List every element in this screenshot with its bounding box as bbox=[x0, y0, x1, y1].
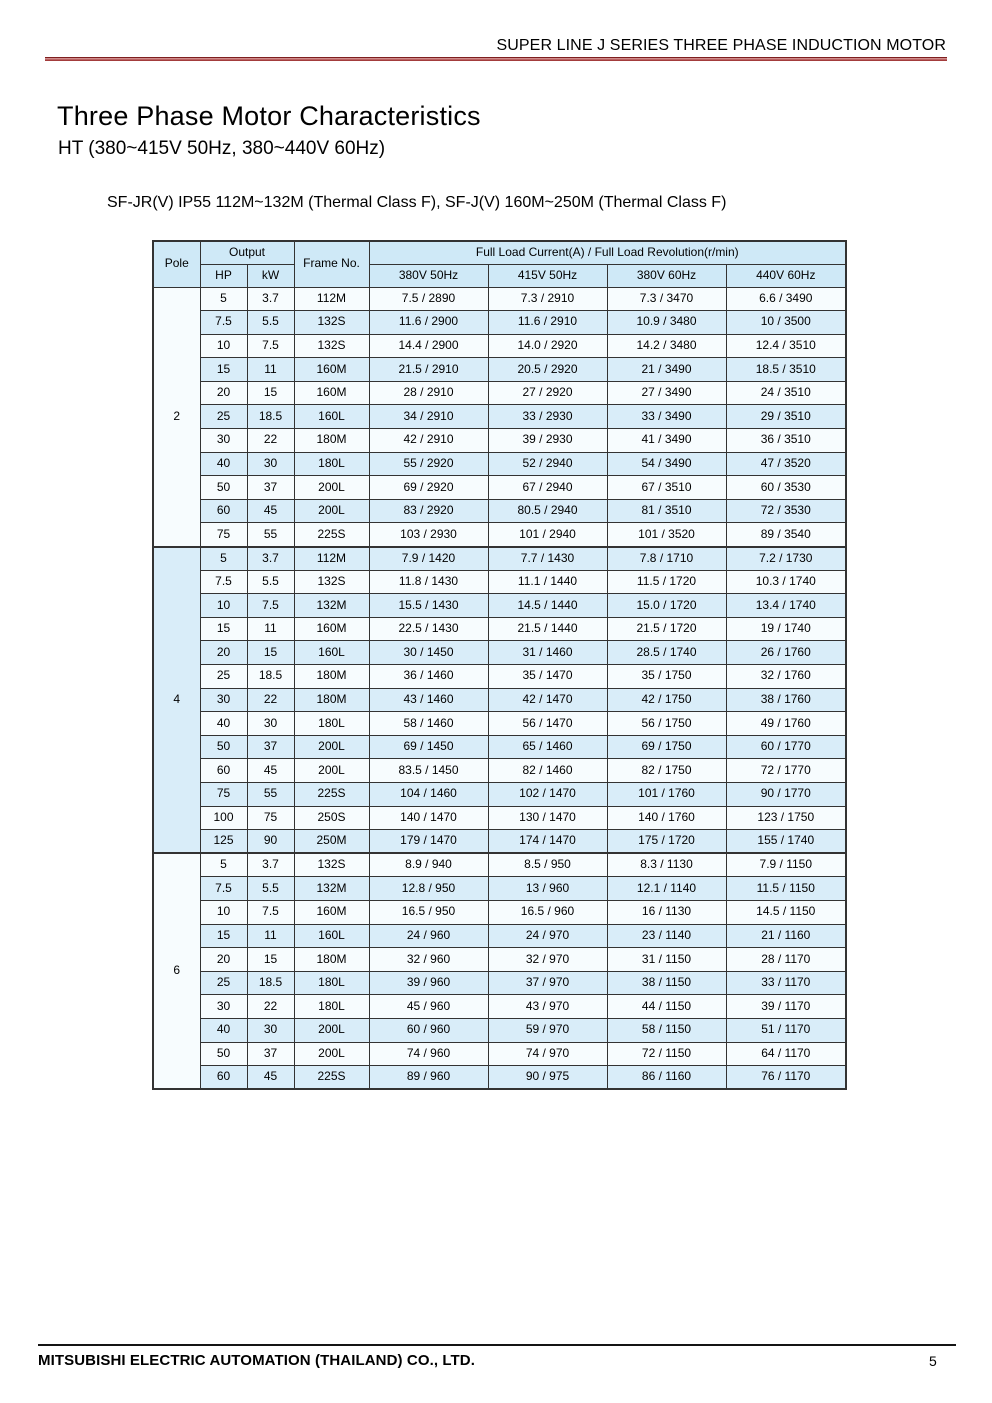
cell-hp: 75 bbox=[200, 523, 247, 547]
table-row bbox=[153, 665, 846, 689]
cell-hp: 30 bbox=[200, 688, 247, 712]
cell-kw: 5.5 bbox=[247, 570, 294, 594]
cell-380v-60hz: 69 / 1750 bbox=[607, 735, 726, 759]
cell-380v-50hz: 28 / 2910 bbox=[369, 381, 488, 405]
table-row bbox=[153, 948, 846, 972]
cell-hp: 10 bbox=[200, 594, 247, 618]
cell-380v-50hz: 45 / 960 bbox=[369, 995, 488, 1019]
table-row bbox=[153, 594, 846, 618]
cell-415v-50hz: 31 / 1460 bbox=[488, 641, 607, 665]
cell-415v-50hz: 82 / 1460 bbox=[488, 759, 607, 783]
cell-kw: 15 bbox=[247, 641, 294, 665]
cell-hp: 7.5 bbox=[200, 570, 247, 594]
cell-380v-60hz: 44 / 1150 bbox=[607, 995, 726, 1019]
cell-380v-60hz: 56 / 1750 bbox=[607, 712, 726, 736]
cell-380v-50hz: 8.9 / 940 bbox=[369, 853, 488, 877]
table-row bbox=[153, 334, 846, 358]
col-header-pole: Pole bbox=[153, 241, 200, 287]
cell-380v-60hz: 11.5 / 1720 bbox=[607, 570, 726, 594]
spec-line: SF-JR(V) IP55 112M~132M (Thermal Class F), SF-J(V) 160M~250M (Thermal Class F) bbox=[107, 194, 727, 211]
cell-frame: 250M bbox=[294, 830, 369, 854]
cell-frame: 132S bbox=[294, 570, 369, 594]
cell-hp: 40 bbox=[200, 1018, 247, 1042]
cell-440v-60hz: 29 / 3510 bbox=[726, 405, 846, 429]
cell-frame: 132S bbox=[294, 853, 369, 877]
cell-kw: 18.5 bbox=[247, 971, 294, 995]
cell-hp: 5 bbox=[200, 547, 247, 571]
cell-440v-60hz: 7.9 / 1150 bbox=[726, 853, 846, 877]
cell-440v-60hz: 11.5 / 1150 bbox=[726, 877, 846, 901]
cell-380v-60hz: 21 / 3490 bbox=[607, 358, 726, 382]
cell-380v-50hz: 104 / 1460 bbox=[369, 782, 488, 806]
cell-frame: 160L bbox=[294, 924, 369, 948]
cell-380v-60hz: 86 / 1160 bbox=[607, 1066, 726, 1090]
col-header-output: Output bbox=[200, 241, 294, 264]
cell-415v-50hz: 14.5 / 1440 bbox=[488, 594, 607, 618]
cell-440v-60hz: 72 / 3530 bbox=[726, 499, 846, 523]
cell-380v-50hz: 103 / 2930 bbox=[369, 523, 488, 547]
table-row bbox=[153, 499, 846, 523]
table-row bbox=[153, 782, 846, 806]
page-number: 5 bbox=[929, 1353, 937, 1369]
cell-hp: 7.5 bbox=[200, 877, 247, 901]
cell-frame: 180L bbox=[294, 452, 369, 476]
col-header-frame: Frame No. bbox=[294, 241, 369, 287]
cell-380v-60hz: 81 / 3510 bbox=[607, 499, 726, 523]
cell-440v-60hz: 39 / 1170 bbox=[726, 995, 846, 1019]
cell-440v-60hz: 10 / 3500 bbox=[726, 311, 846, 335]
col-header-kw: kW bbox=[247, 264, 294, 287]
pole-cell: 4 bbox=[153, 547, 200, 854]
cell-440v-60hz: 47 / 3520 bbox=[726, 452, 846, 476]
cell-380v-50hz: 69 / 1450 bbox=[369, 735, 488, 759]
cell-kw: 18.5 bbox=[247, 405, 294, 429]
cell-kw: 11 bbox=[247, 358, 294, 382]
table-row bbox=[153, 806, 846, 830]
cell-440v-60hz: 33 / 1170 bbox=[726, 971, 846, 995]
footer-rule bbox=[38, 1344, 956, 1346]
cell-380v-60hz: 14.2 / 3480 bbox=[607, 334, 726, 358]
cell-440v-60hz: 38 / 1760 bbox=[726, 688, 846, 712]
cell-kw: 5.5 bbox=[247, 311, 294, 335]
cell-frame: 160M bbox=[294, 381, 369, 405]
cell-440v-60hz: 90 / 1770 bbox=[726, 782, 846, 806]
cell-380v-50hz: 43 / 1460 bbox=[369, 688, 488, 712]
cell-415v-50hz: 32 / 970 bbox=[488, 948, 607, 972]
cell-415v-50hz: 8.5 / 950 bbox=[488, 853, 607, 877]
cell-frame: 225S bbox=[294, 1066, 369, 1090]
cell-440v-60hz: 36 / 3510 bbox=[726, 429, 846, 453]
cell-frame: 180M bbox=[294, 948, 369, 972]
cell-380v-60hz: 16 / 1130 bbox=[607, 900, 726, 924]
cell-415v-50hz: 67 / 2940 bbox=[488, 476, 607, 500]
cell-hp: 50 bbox=[200, 735, 247, 759]
cell-380v-60hz: 35 / 1750 bbox=[607, 665, 726, 689]
cell-415v-50hz: 56 / 1470 bbox=[488, 712, 607, 736]
footer-company: MITSUBISHI ELECTRIC AUTOMATION (THAILAND) CO., LTD. bbox=[38, 1352, 476, 1369]
table-row bbox=[153, 381, 846, 405]
cell-380v-50hz: 7.5 / 2890 bbox=[369, 287, 488, 311]
cell-380v-50hz: 55 / 2920 bbox=[369, 452, 488, 476]
cell-415v-50hz: 52 / 2940 bbox=[488, 452, 607, 476]
cell-kw: 22 bbox=[247, 688, 294, 712]
cell-380v-50hz: 11.6 / 2900 bbox=[369, 311, 488, 335]
cell-hp: 5 bbox=[200, 287, 247, 311]
cell-hp: 15 bbox=[200, 924, 247, 948]
col-header-415v-50hz: 415V 50Hz bbox=[488, 264, 607, 287]
cell-frame: 180L bbox=[294, 712, 369, 736]
table-row bbox=[153, 830, 846, 854]
col-header-380v-50hz: 380V 50Hz bbox=[369, 264, 488, 287]
cell-frame: 200L bbox=[294, 476, 369, 500]
table-row bbox=[153, 1042, 846, 1066]
cell-hp: 20 bbox=[200, 948, 247, 972]
cell-440v-60hz: 28 / 1170 bbox=[726, 948, 846, 972]
cell-415v-50hz: 101 / 2940 bbox=[488, 523, 607, 547]
cell-kw: 45 bbox=[247, 759, 294, 783]
cell-hp: 10 bbox=[200, 900, 247, 924]
cell-380v-60hz: 41 / 3490 bbox=[607, 429, 726, 453]
table-row bbox=[153, 570, 846, 594]
table-row bbox=[153, 712, 846, 736]
cell-415v-50hz: 7.3 / 2910 bbox=[488, 287, 607, 311]
cell-kw: 18.5 bbox=[247, 665, 294, 689]
cell-380v-60hz: 54 / 3490 bbox=[607, 452, 726, 476]
cell-440v-60hz: 6.6 / 3490 bbox=[726, 287, 846, 311]
cell-frame: 200L bbox=[294, 1018, 369, 1042]
table-row bbox=[153, 877, 846, 901]
cell-440v-60hz: 14.5 / 1150 bbox=[726, 900, 846, 924]
cell-440v-60hz: 72 / 1770 bbox=[726, 759, 846, 783]
cell-hp: 40 bbox=[200, 452, 247, 476]
cell-380v-50hz: 21.5 / 2910 bbox=[369, 358, 488, 382]
cell-380v-60hz: 175 / 1720 bbox=[607, 830, 726, 854]
cell-440v-60hz: 19 / 1740 bbox=[726, 617, 846, 641]
cell-hp: 10 bbox=[200, 334, 247, 358]
table-row bbox=[153, 287, 846, 311]
cell-frame: 180L bbox=[294, 995, 369, 1019]
cell-440v-60hz: 7.2 / 1730 bbox=[726, 547, 846, 571]
cell-kw: 7.5 bbox=[247, 334, 294, 358]
motor-characteristics-table bbox=[152, 240, 847, 1090]
cell-440v-60hz: 89 / 3540 bbox=[726, 523, 846, 547]
cell-380v-50hz: 42 / 2910 bbox=[369, 429, 488, 453]
table-row bbox=[153, 1018, 846, 1042]
cell-kw: 15 bbox=[247, 381, 294, 405]
cell-frame: 180M bbox=[294, 665, 369, 689]
cell-frame: 132M bbox=[294, 594, 369, 618]
cell-380v-50hz: 179 / 1470 bbox=[369, 830, 488, 854]
cell-frame: 225S bbox=[294, 523, 369, 547]
cell-380v-50hz: 30 / 1450 bbox=[369, 641, 488, 665]
cell-380v-60hz: 82 / 1750 bbox=[607, 759, 726, 783]
cell-hp: 5 bbox=[200, 853, 247, 877]
cell-380v-50hz: 69 / 2920 bbox=[369, 476, 488, 500]
table-row bbox=[153, 547, 846, 571]
running-header: SUPER LINE J SERIES THREE PHASE INDUCTION MOTOR bbox=[496, 37, 946, 54]
cell-hp: 75 bbox=[200, 782, 247, 806]
cell-415v-50hz: 7.7 / 1430 bbox=[488, 547, 607, 571]
cell-380v-60hz: 23 / 1140 bbox=[607, 924, 726, 948]
cell-hp: 30 bbox=[200, 429, 247, 453]
cell-440v-60hz: 32 / 1760 bbox=[726, 665, 846, 689]
cell-kw: 90 bbox=[247, 830, 294, 854]
cell-440v-60hz: 13.4 / 1740 bbox=[726, 594, 846, 618]
cell-380v-50hz: 36 / 1460 bbox=[369, 665, 488, 689]
table-body bbox=[153, 287, 846, 1089]
cell-hp: 125 bbox=[200, 830, 247, 854]
cell-380v-60hz: 38 / 1150 bbox=[607, 971, 726, 995]
cell-380v-60hz: 58 / 1150 bbox=[607, 1018, 726, 1042]
page-subtitle: HT (380~415V 50Hz, 380~440V 60Hz) bbox=[58, 138, 386, 159]
cell-440v-60hz: 51 / 1170 bbox=[726, 1018, 846, 1042]
cell-440v-60hz: 49 / 1760 bbox=[726, 712, 846, 736]
cell-440v-60hz: 21 / 1160 bbox=[726, 924, 846, 948]
cell-kw: 37 bbox=[247, 476, 294, 500]
cell-hp: 50 bbox=[200, 476, 247, 500]
cell-kw: 15 bbox=[247, 948, 294, 972]
cell-hp: 50 bbox=[200, 1042, 247, 1066]
cell-frame: 160L bbox=[294, 405, 369, 429]
cell-kw: 37 bbox=[247, 735, 294, 759]
cell-415v-50hz: 11.1 / 1440 bbox=[488, 570, 607, 594]
cell-frame: 225S bbox=[294, 782, 369, 806]
cell-frame: 132S bbox=[294, 311, 369, 335]
cell-380v-60hz: 7.8 / 1710 bbox=[607, 547, 726, 571]
cell-380v-60hz: 42 / 1750 bbox=[607, 688, 726, 712]
cell-415v-50hz: 39 / 2930 bbox=[488, 429, 607, 453]
table-row bbox=[153, 452, 846, 476]
table-row bbox=[153, 641, 846, 665]
table-row bbox=[153, 995, 846, 1019]
col-header-hp: HP bbox=[200, 264, 247, 287]
cell-frame: 200L bbox=[294, 735, 369, 759]
cell-415v-50hz: 74 / 970 bbox=[488, 1042, 607, 1066]
cell-415v-50hz: 13 / 960 bbox=[488, 877, 607, 901]
cell-frame: 132M bbox=[294, 877, 369, 901]
cell-415v-50hz: 11.6 / 2910 bbox=[488, 311, 607, 335]
cell-415v-50hz: 27 / 2920 bbox=[488, 381, 607, 405]
cell-frame: 112M bbox=[294, 287, 369, 311]
cell-380v-60hz: 101 / 3520 bbox=[607, 523, 726, 547]
cell-kw: 11 bbox=[247, 617, 294, 641]
cell-380v-60hz: 31 / 1150 bbox=[607, 948, 726, 972]
table-row bbox=[153, 853, 846, 877]
table-row bbox=[153, 311, 846, 335]
cell-hp: 100 bbox=[200, 806, 247, 830]
table-row bbox=[153, 688, 846, 712]
cell-kw: 37 bbox=[247, 1042, 294, 1066]
cell-frame: 112M bbox=[294, 547, 369, 571]
cell-380v-60hz: 10.9 / 3480 bbox=[607, 311, 726, 335]
cell-380v-50hz: 58 / 1460 bbox=[369, 712, 488, 736]
table-row bbox=[153, 405, 846, 429]
cell-kw: 45 bbox=[247, 1066, 294, 1090]
cell-415v-50hz: 20.5 / 2920 bbox=[488, 358, 607, 382]
cell-hp: 25 bbox=[200, 971, 247, 995]
cell-440v-60hz: 60 / 3530 bbox=[726, 476, 846, 500]
cell-frame: 160L bbox=[294, 641, 369, 665]
cell-kw: 55 bbox=[247, 782, 294, 806]
pole-cell: 6 bbox=[153, 853, 200, 1089]
cell-380v-60hz: 27 / 3490 bbox=[607, 381, 726, 405]
cell-hp: 60 bbox=[200, 499, 247, 523]
cell-380v-60hz: 8.3 / 1130 bbox=[607, 853, 726, 877]
cell-415v-50hz: 33 / 2930 bbox=[488, 405, 607, 429]
cell-hp: 30 bbox=[200, 995, 247, 1019]
cell-kw: 30 bbox=[247, 1018, 294, 1042]
cell-380v-50hz: 24 / 960 bbox=[369, 924, 488, 948]
cell-440v-60hz: 18.5 / 3510 bbox=[726, 358, 846, 382]
cell-kw: 5.5 bbox=[247, 877, 294, 901]
cell-kw: 55 bbox=[247, 523, 294, 547]
cell-380v-50hz: 15.5 / 1430 bbox=[369, 594, 488, 618]
cell-415v-50hz: 174 / 1470 bbox=[488, 830, 607, 854]
cell-415v-50hz: 80.5 / 2940 bbox=[488, 499, 607, 523]
cell-380v-60hz: 72 / 1150 bbox=[607, 1042, 726, 1066]
cell-415v-50hz: 35 / 1470 bbox=[488, 665, 607, 689]
cell-440v-60hz: 60 / 1770 bbox=[726, 735, 846, 759]
cell-380v-60hz: 28.5 / 1740 bbox=[607, 641, 726, 665]
cell-380v-60hz: 12.1 / 1140 bbox=[607, 877, 726, 901]
cell-hp: 40 bbox=[200, 712, 247, 736]
table-row bbox=[153, 476, 846, 500]
cell-380v-50hz: 39 / 960 bbox=[369, 971, 488, 995]
cell-380v-60hz: 15.0 / 1720 bbox=[607, 594, 726, 618]
cell-415v-50hz: 90 / 975 bbox=[488, 1066, 607, 1090]
cell-hp: 7.5 bbox=[200, 311, 247, 335]
cell-380v-50hz: 32 / 960 bbox=[369, 948, 488, 972]
table-row bbox=[153, 429, 846, 453]
cell-380v-60hz: 7.3 / 3470 bbox=[607, 287, 726, 311]
cell-frame: 160M bbox=[294, 900, 369, 924]
cell-380v-50hz: 83 / 2920 bbox=[369, 499, 488, 523]
cell-kw: 22 bbox=[247, 429, 294, 453]
table-row bbox=[153, 523, 846, 547]
cell-kw: 3.7 bbox=[247, 853, 294, 877]
cell-380v-60hz: 33 / 3490 bbox=[607, 405, 726, 429]
cell-kw: 11 bbox=[247, 924, 294, 948]
table-row bbox=[153, 735, 846, 759]
cell-380v-50hz: 83.5 / 1450 bbox=[369, 759, 488, 783]
cell-frame: 180M bbox=[294, 688, 369, 712]
col-header-full-load: Full Load Current(A) / Full Load Revolution(r/min) bbox=[369, 241, 846, 264]
cell-440v-60hz: 26 / 1760 bbox=[726, 641, 846, 665]
col-header-440v-60hz: 440V 60Hz bbox=[726, 264, 846, 287]
cell-kw: 75 bbox=[247, 806, 294, 830]
table-row bbox=[153, 900, 846, 924]
cell-440v-60hz: 76 / 1170 bbox=[726, 1066, 846, 1090]
cell-hp: 60 bbox=[200, 759, 247, 783]
cell-440v-60hz: 64 / 1170 bbox=[726, 1042, 846, 1066]
cell-frame: 200L bbox=[294, 1042, 369, 1066]
cell-380v-50hz: 34 / 2910 bbox=[369, 405, 488, 429]
cell-kw: 45 bbox=[247, 499, 294, 523]
cell-frame: 160M bbox=[294, 617, 369, 641]
cell-415v-50hz: 16.5 / 960 bbox=[488, 900, 607, 924]
pole-cell: 2 bbox=[153, 287, 200, 547]
cell-415v-50hz: 37 / 970 bbox=[488, 971, 607, 995]
header-rule bbox=[45, 57, 947, 61]
cell-kw: 30 bbox=[247, 712, 294, 736]
cell-frame: 200L bbox=[294, 499, 369, 523]
cell-415v-50hz: 24 / 970 bbox=[488, 924, 607, 948]
cell-380v-50hz: 74 / 960 bbox=[369, 1042, 488, 1066]
col-header-380v-60hz: 380V 60Hz bbox=[607, 264, 726, 287]
cell-kw: 22 bbox=[247, 995, 294, 1019]
cell-380v-60hz: 67 / 3510 bbox=[607, 476, 726, 500]
cell-415v-50hz: 130 / 1470 bbox=[488, 806, 607, 830]
cell-frame: 250S bbox=[294, 806, 369, 830]
cell-415v-50hz: 102 / 1470 bbox=[488, 782, 607, 806]
table-row bbox=[153, 971, 846, 995]
cell-kw: 3.7 bbox=[247, 547, 294, 571]
cell-380v-50hz: 89 / 960 bbox=[369, 1066, 488, 1090]
cell-380v-50hz: 22.5 / 1430 bbox=[369, 617, 488, 641]
cell-380v-50hz: 11.8 / 1430 bbox=[369, 570, 488, 594]
cell-440v-60hz: 24 / 3510 bbox=[726, 381, 846, 405]
cell-380v-60hz: 101 / 1760 bbox=[607, 782, 726, 806]
cell-frame: 200L bbox=[294, 759, 369, 783]
cell-hp: 15 bbox=[200, 358, 247, 382]
cell-380v-50hz: 16.5 / 950 bbox=[369, 900, 488, 924]
cell-hp: 20 bbox=[200, 381, 247, 405]
cell-frame: 180M bbox=[294, 429, 369, 453]
cell-hp: 25 bbox=[200, 665, 247, 689]
cell-380v-50hz: 140 / 1470 bbox=[369, 806, 488, 830]
cell-380v-50hz: 14.4 / 2900 bbox=[369, 334, 488, 358]
cell-kw: 30 bbox=[247, 452, 294, 476]
cell-415v-50hz: 14.0 / 2920 bbox=[488, 334, 607, 358]
cell-415v-50hz: 42 / 1470 bbox=[488, 688, 607, 712]
page-title: Three Phase Motor Characteristics bbox=[57, 101, 481, 131]
table-row bbox=[153, 617, 846, 641]
cell-hp: 60 bbox=[200, 1066, 247, 1090]
cell-440v-60hz: 155 / 1740 bbox=[726, 830, 846, 854]
cell-440v-60hz: 123 / 1750 bbox=[726, 806, 846, 830]
cell-kw: 7.5 bbox=[247, 594, 294, 618]
cell-380v-50hz: 60 / 960 bbox=[369, 1018, 488, 1042]
cell-440v-60hz: 10.3 / 1740 bbox=[726, 570, 846, 594]
cell-415v-50hz: 59 / 970 bbox=[488, 1018, 607, 1042]
cell-415v-50hz: 65 / 1460 bbox=[488, 735, 607, 759]
cell-hp: 20 bbox=[200, 641, 247, 665]
cell-frame: 180L bbox=[294, 971, 369, 995]
cell-380v-50hz: 7.9 / 1420 bbox=[369, 547, 488, 571]
cell-380v-60hz: 21.5 / 1720 bbox=[607, 617, 726, 641]
cell-frame: 160M bbox=[294, 358, 369, 382]
table-row bbox=[153, 759, 846, 783]
cell-415v-50hz: 21.5 / 1440 bbox=[488, 617, 607, 641]
cell-frame: 132S bbox=[294, 334, 369, 358]
table-row bbox=[153, 924, 846, 948]
cell-kw: 3.7 bbox=[247, 287, 294, 311]
table-row bbox=[153, 358, 846, 382]
cell-hp: 25 bbox=[200, 405, 247, 429]
cell-hp: 15 bbox=[200, 617, 247, 641]
cell-415v-50hz: 43 / 970 bbox=[488, 995, 607, 1019]
cell-440v-60hz: 12.4 / 3510 bbox=[726, 334, 846, 358]
cell-kw: 7.5 bbox=[247, 900, 294, 924]
table-row bbox=[153, 1066, 846, 1090]
table-header bbox=[153, 241, 846, 287]
cell-380v-50hz: 12.8 / 950 bbox=[369, 877, 488, 901]
cell-380v-60hz: 140 / 1760 bbox=[607, 806, 726, 830]
